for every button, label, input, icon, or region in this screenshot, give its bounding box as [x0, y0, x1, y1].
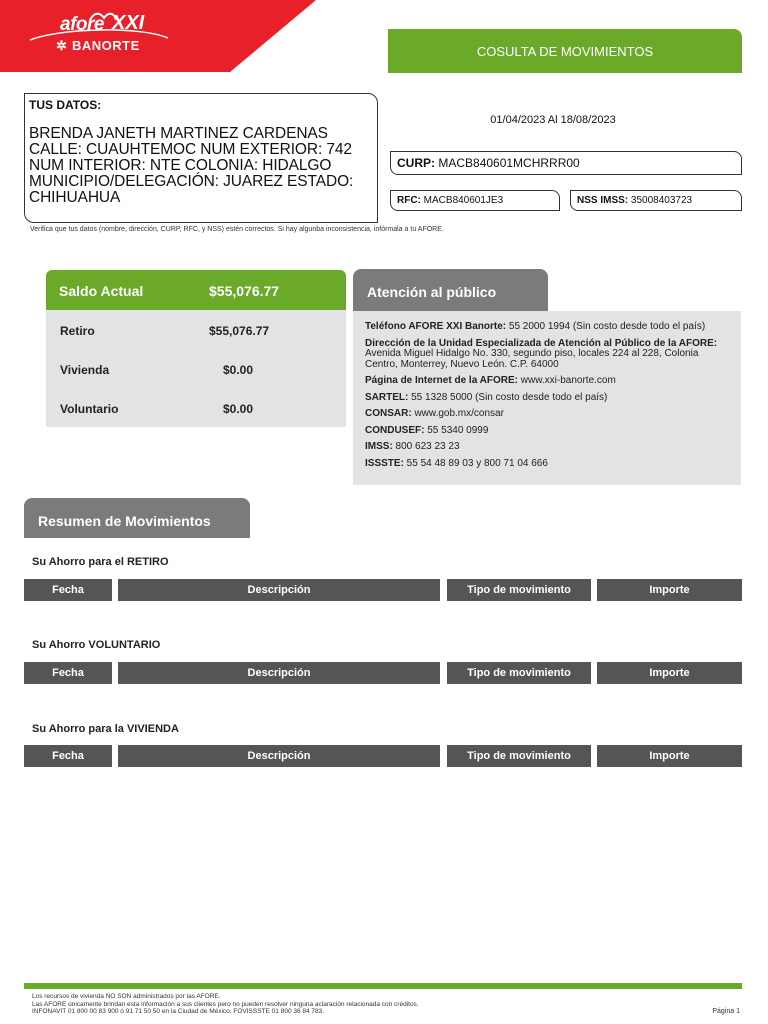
personal-data-label: TUS DATOS: — [29, 98, 102, 112]
curp-label: CURP: — [397, 156, 435, 170]
atencion-line-value: www.gob.mx/consar — [411, 408, 504, 419]
atencion-line-label: Teléfono AFORE XXI Banorte: — [365, 321, 507, 332]
column-header-descripcion: Descripción — [118, 662, 440, 684]
logo-xxi-text: XXI — [112, 12, 145, 34]
table-header-retiro — [24, 579, 742, 601]
atencion-line-direccion — [365, 339, 729, 371]
column-header-fecha: Fecha — [24, 662, 112, 684]
atencion-line-value: 800 623 23 23 — [392, 441, 460, 452]
brand-logo-band — [0, 0, 320, 72]
atencion-line-web — [365, 376, 729, 387]
atencion-line-label: IMSS: — [365, 441, 393, 452]
atencion-line-value: 55 2000 1994 (Sin costo desde todo el país) — [506, 321, 706, 332]
saldo-header-value: $55,076.77 — [209, 283, 280, 299]
column-header-importe: Importe — [597, 745, 742, 767]
page-title: COSULTA DE MOVIMIENTOS — [388, 29, 742, 73]
red-diagonal-band — [0, 0, 320, 72]
atencion-line-label: Dirección de la Unidad Especializada de Atención al Público de la AFORE: — [365, 337, 718, 349]
column-header-fecha: Fecha — [24, 745, 112, 767]
atencion-line-telefono — [365, 322, 729, 333]
footer-note: Las AFORE únicamente brindan esta información a sus clientes pero no pueden resolver ninguna aclaración relacionada con créditos. — [32, 1000, 419, 1008]
resumen-header: Resumen de Movimientos — [24, 498, 250, 538]
atencion-line-imss — [365, 442, 729, 453]
atencion-line-label: ISSSTE: — [365, 457, 404, 469]
saldo-row-label: Voluntario — [60, 402, 119, 416]
verify-note: Verifica que tus datos (nombre, dirección, CURP, RFC, y NSS) estén correctos. Si hay algunba inconsistencia, infórmala a tu AFORE. — [30, 226, 444, 233]
table-header-vivienda — [24, 745, 742, 767]
column-header-importe: Importe — [597, 662, 742, 684]
column-header-descripcion: Descripción — [118, 745, 440, 767]
saldo-row-label: Vivienda — [60, 363, 110, 377]
atencion-line-value: www.xxi-banorte.com — [518, 375, 616, 386]
table-header-voluntario — [24, 662, 742, 684]
saldo-header — [46, 270, 346, 310]
section-title-retiro: Su Ahorro para el RETIRO — [32, 556, 169, 568]
atencion-body — [353, 311, 741, 485]
nss-label: NSS IMSS: — [577, 195, 629, 206]
nss-value: 35008403723 — [630, 195, 693, 206]
saldo-row-value: $0.00 — [223, 402, 254, 416]
atencion-line-value: 55 1328 5000 (Sin costo desde todo el país) — [408, 391, 608, 403]
atencion-line-label: CONDUSEF: — [365, 424, 425, 436]
atencion-line-value: 55 54 48 89 03 y 800 71 04 666 — [403, 457, 548, 469]
saldo-header-label: Saldo Actual — [59, 283, 144, 299]
atencion-line-issste — [365, 459, 729, 470]
footer-note: Los recursos de vivienda NO SON administrados por las AFORE. — [32, 993, 221, 1000]
atencion-line-label: CONSAR: — [365, 408, 412, 419]
nss-field — [570, 190, 742, 211]
logo-afore-text: afore — [60, 14, 104, 35]
saldo-row-voluntario — [46, 402, 346, 422]
personal-data-box — [24, 93, 378, 223]
logo-banorte-text: BANORTE — [72, 38, 140, 53]
rfc-field — [390, 190, 560, 211]
footer-note: INFONAVIT 01 800 00 83 900 ó 91 71 50 50 en la Ciudad de México, FOVISSSTE 01 800 36 84 783. — [32, 1008, 325, 1015]
atencion-line-label: SARTEL: — [365, 391, 409, 403]
curp-field — [390, 151, 742, 175]
rfc-label: RFC: — [397, 195, 421, 206]
saldo-row-value: $0.00 — [223, 363, 254, 377]
atencion-line-consar — [365, 409, 729, 420]
section-title-vivienda: Su Ahorro para la VIVIENDA — [32, 723, 179, 735]
saldo-row-retiro — [46, 324, 346, 344]
footer-divider — [24, 983, 742, 989]
column-header-tipo: Tipo de movimiento — [447, 662, 591, 684]
column-header-tipo: Tipo de movimiento — [447, 745, 591, 767]
saldo-row-label: Retiro — [60, 324, 95, 338]
banorte-symbol-icon: ✲ — [56, 38, 67, 53]
atencion-line-value: 55 5340 0999 — [424, 424, 489, 436]
atencion-line-sartel — [365, 393, 729, 404]
column-header-tipo: Tipo de movimiento — [447, 579, 591, 601]
column-header-descripcion: Descripción — [118, 579, 440, 601]
footer-notes — [32, 993, 419, 1016]
rfc-value: MACB840601JE3 — [423, 195, 504, 206]
statement-period: 01/04/2023 Al 18/08/2023 — [490, 114, 616, 126]
saldo-row-vivienda — [46, 363, 346, 383]
personal-data-text: BRENDA JANETH MARTINEZ CARDENAS CALLE: CUAUHTEMOC NUM EXTERIOR: 742 NUM INTERIOR: NTE COLONIA: HIDALGO MUNICIPIO/DELEGACIÓN: JUAREZ ESTADO: CHIHUAHUA — [29, 125, 354, 206]
page-number: Página 1 — [712, 1008, 740, 1015]
atencion-line-value: Avenida Miguel Hidalgo No. 330, segundo piso, locales 224 al 228, Colonia Centro, Monterrey, Nuevo León. C.P. 64000 — [365, 348, 699, 370]
atencion-line-condusef — [365, 426, 729, 437]
column-header-importe: Importe — [597, 579, 742, 601]
saldo-row-value: $55,076.77 — [209, 324, 270, 338]
column-header-fecha: Fecha — [24, 579, 112, 601]
atencion-line-label: Página de Internet de la AFORE: — [365, 375, 518, 386]
saldo-body — [46, 310, 346, 427]
atencion-header: Atención al público — [353, 269, 548, 311]
curp-value: MACB840601MCHRRR00 — [438, 156, 580, 170]
section-title-voluntario: Su Ahorro VOLUNTARIO — [32, 639, 161, 651]
